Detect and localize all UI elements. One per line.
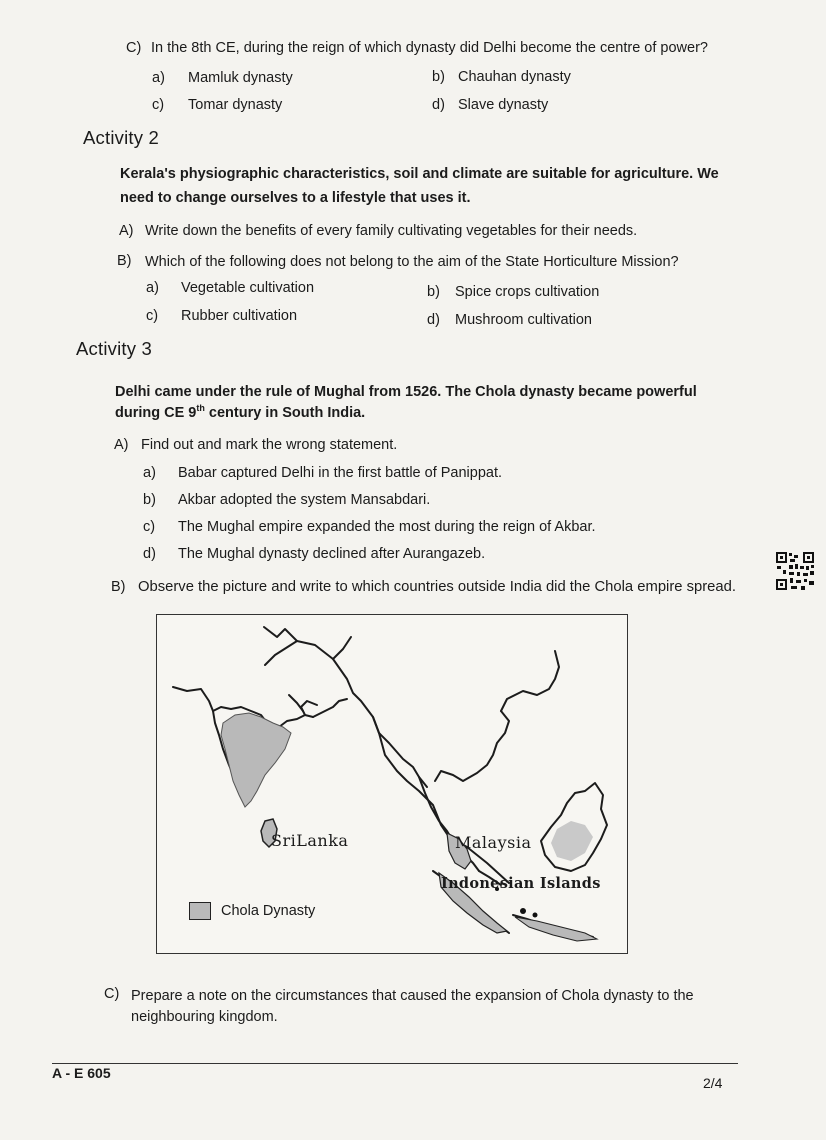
option-text: Tomar dynasty	[188, 97, 283, 113]
statement-text: Akbar adopted the system Mansabdari.	[178, 492, 431, 508]
option-key: a)	[152, 70, 165, 86]
footer-divider	[52, 1063, 738, 1064]
activity-3-intro-line2	[115, 403, 365, 421]
statement-key: d)	[143, 546, 156, 562]
option-text: Rubber cultivation	[181, 308, 298, 324]
statement-key: a)	[143, 465, 156, 481]
statement-key: b)	[143, 492, 156, 508]
map-label-malaysia: Malaysia	[455, 833, 532, 852]
option-text: Slave dynasty	[458, 97, 549, 113]
map-label-indonesian: Indonesian Islands	[441, 875, 601, 892]
activity-2-title: Activity 2	[83, 127, 160, 148]
activity-3-qc-line2: neighbouring kingdom.	[131, 1009, 278, 1025]
statement-text: The Mughal empire expanded the most during the reign of Akbar.	[178, 519, 596, 535]
legend-swatch	[189, 902, 211, 920]
option-text: Chauhan dynasty	[458, 69, 571, 85]
paper-code: A - E 605	[52, 1065, 111, 1081]
activity-3-qb-text: Observe the picture and write to which countries outside India did the Chola empire spread.	[138, 579, 736, 595]
activity-2-qb-label: B)	[117, 253, 132, 269]
question-c-text: In the 8th CE, during the reign of which dynasty did Delhi become the centre of power?	[151, 40, 708, 56]
qr-code-icon	[775, 551, 815, 591]
intro-line2-pre: during CE 9	[115, 404, 197, 421]
statement-key: c)	[143, 519, 156, 535]
intro-line2-sup: th	[196, 403, 205, 413]
option-text: Vegetable cultivation	[181, 280, 315, 296]
activity-3-title: Activity 3	[76, 338, 153, 359]
option-key: d)	[427, 312, 440, 328]
option-text: Mamluk dynasty	[188, 70, 293, 86]
question-c-label: C)	[126, 40, 142, 56]
activity-2-intro-line2: need to change ourselves to a lifestyle that uses it.	[120, 190, 471, 206]
map-label-srilanka: SriLanka	[271, 831, 349, 850]
intro-line2-post: century in South India.	[204, 404, 366, 421]
option-text: Mushroom cultivation	[455, 312, 592, 328]
option-key: c)	[146, 308, 159, 324]
option-key: b)	[427, 284, 440, 300]
option-key: b)	[432, 69, 445, 85]
option-text: Spice crops cultivation	[455, 284, 600, 300]
statement-text: The Mughal dynasty declined after Aurangazeb.	[178, 546, 486, 562]
option-key: d)	[432, 97, 445, 113]
activity-3-qc-label: C)	[104, 986, 120, 1002]
activity-3-qa-label: A)	[114, 437, 129, 453]
option-key: c)	[152, 97, 165, 113]
option-key: a)	[146, 280, 159, 296]
page-number: 2/4	[703, 1075, 723, 1091]
activity-3-qc-line1: Prepare a note on the circumstances that caused the expansion of Chola dynasty to the	[131, 988, 694, 1004]
chola-region-java	[515, 917, 597, 941]
activity-3-intro-line1: Delhi came under the rule of Mughal from 1526. The Chola dynasty became powerful	[115, 384, 697, 400]
legend-label: Chola Dynasty	[221, 903, 316, 919]
activity-3-qb-label: B)	[111, 579, 126, 595]
activity-2-qa-text: Write down the benefits of every family cultivating vegetables for their needs.	[145, 223, 638, 239]
activity-2-qa-label: A)	[119, 223, 134, 239]
activity-2-qb-text: Which of the following does not belong to the aim of the State Horticulture Mission?	[145, 254, 679, 270]
chola-region-india	[221, 713, 291, 807]
chola-map-figure	[156, 614, 628, 954]
statement-text: Babar captured Delhi in the first battle of Panippat.	[178, 465, 503, 481]
activity-2-intro-line1: Kerala's physiographic characteristics, soil and climate are suitable for agriculture. We	[120, 166, 719, 182]
chola-region-borneo	[551, 821, 593, 861]
activity-3-qa-text: Find out and mark the wrong statement.	[141, 437, 398, 453]
